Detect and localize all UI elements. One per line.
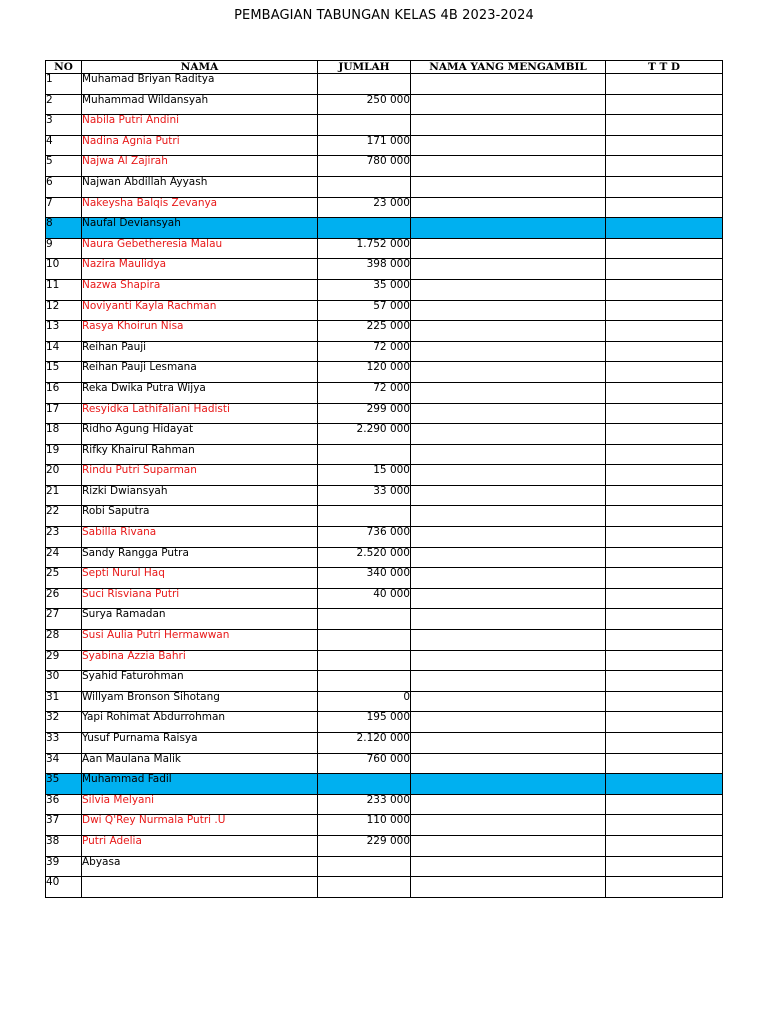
table-header-row [46, 61, 723, 74]
cell-jumlah: 110 000 [318, 815, 411, 836]
cell-nama: Nadina Agnia Putri [82, 135, 318, 156]
cell-no: 23 [46, 527, 82, 548]
cell-jumlah [318, 671, 411, 692]
cell-nama-yang-mengambil [411, 341, 606, 362]
table-row [46, 362, 723, 383]
cell-no: 28 [46, 630, 82, 651]
cell-nama-yang-mengambil [411, 74, 606, 95]
cell-ttd [606, 321, 723, 342]
header-jumlah: JUMLAH [318, 61, 411, 74]
table-row [46, 135, 723, 156]
cell-nama: Nazwa Shapira [82, 279, 318, 300]
cell-ttd [606, 362, 723, 383]
cell-ttd [606, 279, 723, 300]
cell-nama-yang-mengambil [411, 547, 606, 568]
cell-ttd [606, 753, 723, 774]
cell-nama-yang-mengambil [411, 794, 606, 815]
table-row [46, 115, 723, 136]
cell-nama-yang-mengambil [411, 218, 606, 239]
cell-nama-yang-mengambil [411, 135, 606, 156]
cell-jumlah: 398 000 [318, 259, 411, 280]
cell-nama: Reka Dwika Putra Wijya [82, 382, 318, 403]
savings-table [45, 60, 723, 898]
cell-nama-yang-mengambil [411, 465, 606, 486]
cell-nama-yang-mengambil [411, 321, 606, 342]
cell-nama-yang-mengambil [411, 115, 606, 136]
cell-nama: Susi Aulia Putri Hermawwan [82, 630, 318, 651]
cell-ttd [606, 259, 723, 280]
cell-nama-yang-mengambil [411, 630, 606, 651]
cell-jumlah: 40 000 [318, 588, 411, 609]
cell-no: 24 [46, 547, 82, 568]
cell-jumlah: 0 [318, 691, 411, 712]
cell-jumlah: 2.520 000 [318, 547, 411, 568]
cell-no: 27 [46, 609, 82, 630]
cell-ttd [606, 712, 723, 733]
cell-ttd [606, 465, 723, 486]
cell-nama-yang-mengambil [411, 609, 606, 630]
cell-no: 21 [46, 485, 82, 506]
cell-nama-yang-mengambil [411, 712, 606, 733]
page-title: PEMBAGIAN TABUNGAN KELAS 4B 2023-2024 [234, 8, 534, 23]
cell-no: 34 [46, 753, 82, 774]
cell-no: 8 [46, 218, 82, 239]
cell-no: 36 [46, 794, 82, 815]
cell-jumlah: 780 000 [318, 156, 411, 177]
cell-jumlah: 760 000 [318, 753, 411, 774]
cell-jumlah: 736 000 [318, 527, 411, 548]
cell-jumlah: 225 000 [318, 321, 411, 342]
table-row [46, 630, 723, 651]
cell-ttd [606, 382, 723, 403]
cell-nama-yang-mengambil [411, 506, 606, 527]
cell-nama: Reihan Pauji Lesmana [82, 362, 318, 383]
cell-jumlah: 195 000 [318, 712, 411, 733]
cell-jumlah: 120 000 [318, 362, 411, 383]
cell-nama: Najwan Abdillah Ayyash [82, 176, 318, 197]
table-row [46, 176, 723, 197]
cell-jumlah [318, 609, 411, 630]
cell-nama [82, 877, 318, 898]
cell-no: 29 [46, 650, 82, 671]
cell-ttd [606, 815, 723, 836]
cell-nama-yang-mengambil [411, 156, 606, 177]
table-row [46, 259, 723, 280]
cell-nama-yang-mengambil [411, 527, 606, 548]
cell-no: 12 [46, 300, 82, 321]
table-row [46, 403, 723, 424]
cell-nama: Sandy Rangga Putra [82, 547, 318, 568]
cell-nama: Noviyanti Kayla Rachman [82, 300, 318, 321]
cell-no: 32 [46, 712, 82, 733]
table-row [46, 156, 723, 177]
cell-ttd [606, 835, 723, 856]
table-row [46, 794, 723, 815]
cell-nama-yang-mengambil [411, 733, 606, 754]
table-row [46, 485, 723, 506]
cell-nama: Willyam Bronson Sihotang [82, 691, 318, 712]
cell-nama-yang-mengambil [411, 444, 606, 465]
cell-ttd [606, 403, 723, 424]
cell-ttd [606, 527, 723, 548]
cell-ttd [606, 444, 723, 465]
cell-ttd [606, 609, 723, 630]
cell-no: 22 [46, 506, 82, 527]
cell-no: 39 [46, 856, 82, 877]
cell-ttd [606, 238, 723, 259]
table-row [46, 835, 723, 856]
cell-ttd [606, 74, 723, 95]
header-ttd: T T D [606, 61, 723, 74]
table-row [46, 650, 723, 671]
table-row [46, 856, 723, 877]
cell-jumlah: 2.290 000 [318, 424, 411, 445]
cell-nama: Putri Adelia [82, 835, 318, 856]
cell-jumlah [318, 444, 411, 465]
table-row [46, 877, 723, 898]
cell-no: 15 [46, 362, 82, 383]
table-row [46, 321, 723, 342]
table-row [46, 94, 723, 115]
cell-jumlah: 57 000 [318, 300, 411, 321]
cell-jumlah: 23 000 [318, 197, 411, 218]
cell-nama: Syahid Faturohman [82, 671, 318, 692]
cell-no: 6 [46, 176, 82, 197]
cell-ttd [606, 485, 723, 506]
cell-ttd [606, 671, 723, 692]
cell-nama: Nakeysha Balqis Zevanya [82, 197, 318, 218]
cell-ttd [606, 630, 723, 651]
cell-no: 16 [46, 382, 82, 403]
table-row [46, 815, 723, 836]
cell-nama: Rindu Putri Suparman [82, 465, 318, 486]
table-row [46, 465, 723, 486]
table-row [46, 691, 723, 712]
cell-no: 35 [46, 774, 82, 795]
cell-nama: Rifky Khairul Rahman [82, 444, 318, 465]
table-row [46, 588, 723, 609]
cell-jumlah: 299 000 [318, 403, 411, 424]
cell-ttd [606, 774, 723, 795]
cell-nama: Muhamad Briyan Raditya [82, 74, 318, 95]
cell-nama: Naura Gebetheresia Malau [82, 238, 318, 259]
cell-jumlah: 171 000 [318, 135, 411, 156]
cell-no: 18 [46, 424, 82, 445]
table-row [46, 733, 723, 754]
cell-nama-yang-mengambil [411, 568, 606, 589]
cell-nama-yang-mengambil [411, 588, 606, 609]
cell-jumlah [318, 877, 411, 898]
cell-nama: Naufal Deviansyah [82, 218, 318, 239]
cell-no: 11 [46, 279, 82, 300]
cell-jumlah: 2.120 000 [318, 733, 411, 754]
cell-ttd [606, 794, 723, 815]
cell-ttd [606, 197, 723, 218]
cell-no: 38 [46, 835, 82, 856]
cell-nama-yang-mengambil [411, 176, 606, 197]
cell-no: 7 [46, 197, 82, 218]
cell-ttd [606, 568, 723, 589]
cell-no: 30 [46, 671, 82, 692]
cell-ttd [606, 424, 723, 445]
cell-ttd [606, 506, 723, 527]
cell-nama-yang-mengambil [411, 753, 606, 774]
cell-ttd [606, 176, 723, 197]
cell-jumlah: 72 000 [318, 341, 411, 362]
table-row [46, 712, 723, 733]
cell-nama: Robi Saputra [82, 506, 318, 527]
cell-nama: Ridho Agung Hidayat [82, 424, 318, 445]
cell-nama-yang-mengambil [411, 259, 606, 280]
cell-jumlah: 233 000 [318, 794, 411, 815]
cell-nama-yang-mengambil [411, 691, 606, 712]
cell-jumlah [318, 630, 411, 651]
cell-nama-yang-mengambil [411, 774, 606, 795]
cell-no: 25 [46, 568, 82, 589]
cell-nama: Nabila Putri Andini [82, 115, 318, 136]
cell-jumlah: 33 000 [318, 485, 411, 506]
cell-nama: Suci Risviana Putri [82, 588, 318, 609]
cell-ttd [606, 691, 723, 712]
table-row [46, 238, 723, 259]
cell-nama-yang-mengambil [411, 362, 606, 383]
cell-nama-yang-mengambil [411, 671, 606, 692]
cell-no: 3 [46, 115, 82, 136]
cell-nama-yang-mengambil [411, 300, 606, 321]
cell-no: 5 [46, 156, 82, 177]
cell-nama: Muhammad Wildansyah [82, 94, 318, 115]
cell-nama-yang-mengambil [411, 856, 606, 877]
cell-nama: Surya Ramadan [82, 609, 318, 630]
cell-jumlah [318, 74, 411, 95]
cell-nama: Najwa Al Zajirah [82, 156, 318, 177]
cell-no: 26 [46, 588, 82, 609]
cell-jumlah [318, 650, 411, 671]
cell-nama: Muhammad Fadil [82, 774, 318, 795]
cell-jumlah: 72 000 [318, 382, 411, 403]
cell-nama: Yusuf Purnama Raisya [82, 733, 318, 754]
cell-jumlah [318, 506, 411, 527]
cell-nama: Nazira Maulidya [82, 259, 318, 280]
cell-ttd [606, 156, 723, 177]
cell-nama: Yapi Rohimat Abdurrohman [82, 712, 318, 733]
header-nama: NAMA [82, 61, 318, 74]
table-row [46, 568, 723, 589]
cell-no: 9 [46, 238, 82, 259]
table-row [46, 506, 723, 527]
table-row [46, 527, 723, 548]
cell-nama-yang-mengambil [411, 877, 606, 898]
cell-jumlah [318, 218, 411, 239]
cell-jumlah: 229 000 [318, 835, 411, 856]
cell-nama: Sabilla Rivana [82, 527, 318, 548]
cell-jumlah: 15 000 [318, 465, 411, 486]
table-row [46, 218, 723, 239]
cell-jumlah [318, 774, 411, 795]
table-row [46, 671, 723, 692]
table-row [46, 300, 723, 321]
cell-nama: Syabina Azzia Bahri [82, 650, 318, 671]
cell-ttd [606, 135, 723, 156]
cell-ttd [606, 733, 723, 754]
table-row [46, 382, 723, 403]
cell-nama-yang-mengambil [411, 382, 606, 403]
header-no: NO [46, 61, 82, 74]
cell-nama-yang-mengambil [411, 403, 606, 424]
cell-nama-yang-mengambil [411, 485, 606, 506]
table-row [46, 609, 723, 630]
cell-nama: Aan Maulana Malik [82, 753, 318, 774]
cell-nama-yang-mengambil [411, 197, 606, 218]
cell-no: 33 [46, 733, 82, 754]
cell-no: 20 [46, 465, 82, 486]
table-row [46, 774, 723, 795]
table-row [46, 753, 723, 774]
cell-ttd [606, 115, 723, 136]
cell-jumlah: 340 000 [318, 568, 411, 589]
table-row [46, 197, 723, 218]
cell-nama: Reihan Pauji [82, 341, 318, 362]
cell-ttd [606, 877, 723, 898]
cell-jumlah: 35 000 [318, 279, 411, 300]
cell-no: 2 [46, 94, 82, 115]
cell-nama: Rasya Khoirun Nisa [82, 321, 318, 342]
cell-no: 31 [46, 691, 82, 712]
header-nama-yang-mengambil: NAMA YANG MENGAMBIL [411, 61, 606, 74]
cell-ttd [606, 588, 723, 609]
cell-no: 37 [46, 815, 82, 836]
cell-no: 4 [46, 135, 82, 156]
cell-ttd [606, 218, 723, 239]
cell-jumlah: 250 000 [318, 94, 411, 115]
cell-no: 1 [46, 74, 82, 95]
cell-jumlah [318, 115, 411, 136]
cell-no: 19 [46, 444, 82, 465]
cell-ttd [606, 547, 723, 568]
cell-nama: Dwi Q'Rey Nurmala Putri .U [82, 815, 318, 836]
cell-no: 40 [46, 877, 82, 898]
cell-jumlah [318, 856, 411, 877]
table-body [46, 74, 723, 898]
cell-ttd [606, 300, 723, 321]
cell-nama: Septi Nurul Haq [82, 568, 318, 589]
table-row [46, 74, 723, 95]
cell-nama: Abyasa [82, 856, 318, 877]
cell-nama-yang-mengambil [411, 279, 606, 300]
table-row [46, 341, 723, 362]
cell-nama: Resyidka Lathifaliani Hadisti [82, 403, 318, 424]
cell-nama-yang-mengambil [411, 238, 606, 259]
cell-ttd [606, 94, 723, 115]
cell-no: 13 [46, 321, 82, 342]
table-row [46, 279, 723, 300]
cell-nama-yang-mengambil [411, 650, 606, 671]
cell-nama: Silvia Melyani [82, 794, 318, 815]
table-row [46, 547, 723, 568]
cell-nama-yang-mengambil [411, 815, 606, 836]
cell-ttd [606, 650, 723, 671]
cell-nama: Rizki Dwiansyah [82, 485, 318, 506]
cell-ttd [606, 856, 723, 877]
cell-jumlah: 1.752 000 [318, 238, 411, 259]
cell-no: 17 [46, 403, 82, 424]
cell-jumlah [318, 176, 411, 197]
table-row [46, 424, 723, 445]
cell-nama-yang-mengambil [411, 424, 606, 445]
cell-nama-yang-mengambil [411, 94, 606, 115]
table-row [46, 444, 723, 465]
cell-nama-yang-mengambil [411, 835, 606, 856]
cell-ttd [606, 341, 723, 362]
cell-no: 14 [46, 341, 82, 362]
cell-no: 10 [46, 259, 82, 280]
